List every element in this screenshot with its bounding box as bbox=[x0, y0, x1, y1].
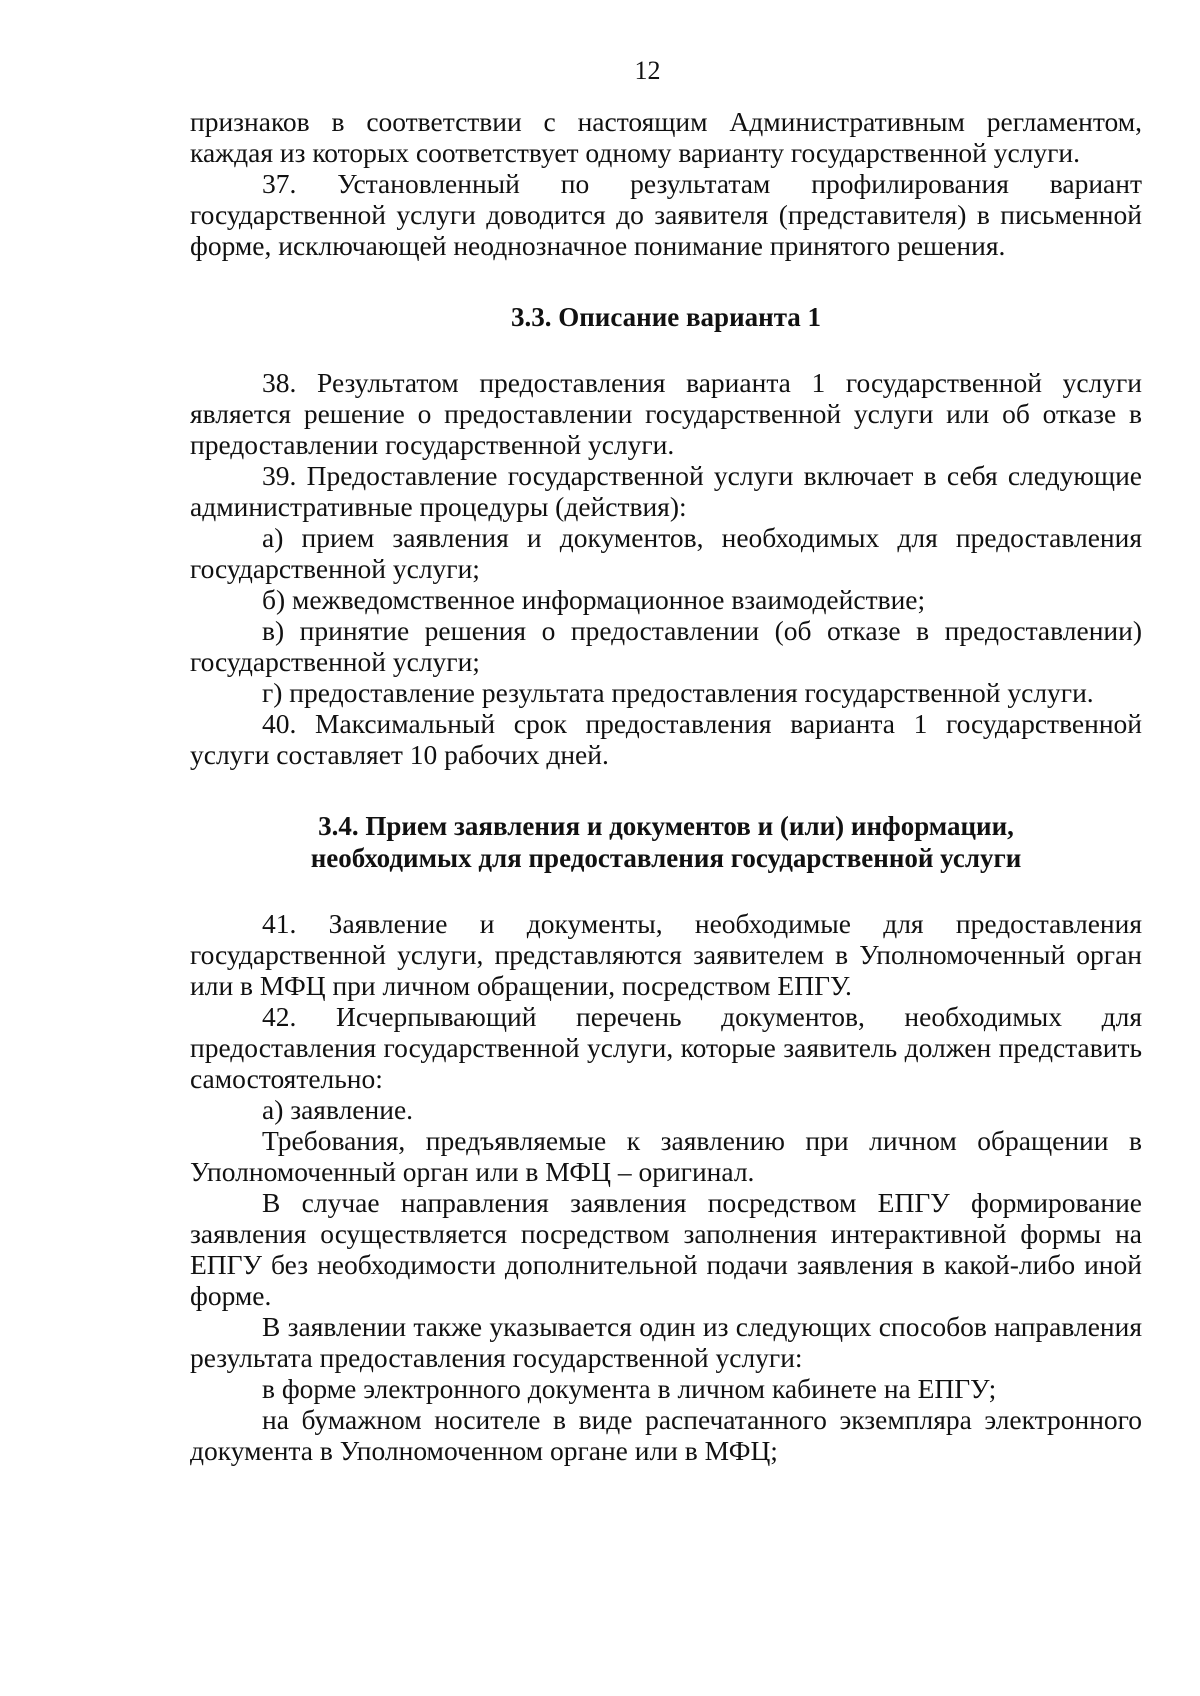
list-item-delivery-way-1: в форме электронного документа в личном кабинете на ЕПГУ; bbox=[262, 1373, 997, 1404]
paragraph-intro: признаков в соответствии с настоящим Административным регламентом, каждая из которых соответствует одному варианту государственной услуги. bbox=[190, 106, 1142, 168]
section-heading-3-3: 3.3. Описание варианта 1 bbox=[510, 302, 822, 332]
list-item-39c: в) принятие решения о предоставлении (об отказе в предоставлении) государственной услуги; bbox=[190, 615, 1142, 677]
paragraph-42-requirements: Требования, предъявляемые к заявлению при личном обращении в Уполномоченный орган или в МФЦ – оригинал. bbox=[190, 1125, 1142, 1187]
paragraph-38: 38. Результатом предоставления варианта 1 государственной услуги является решение о предоставлении государственной услуги или об отказе в предоставлении государственной услуги. bbox=[190, 367, 1142, 460]
paragraph-37: 37. Установленный по результатам профилирования вариант государственной услуги доводится до заявителя (представителя) в письменной форме, исключающей неоднозначное понимание принятого решения. bbox=[190, 168, 1142, 261]
list-item-42a: а) заявление. bbox=[262, 1094, 414, 1125]
paragraph-41: 41. Заявление и документы, необходимые для предоставления государственной услуги, представляются заявителем в Уполномоченный орган или в МФЦ при личном обращении, посредством ЕПГУ. bbox=[190, 908, 1142, 1001]
document-body bbox=[190, 106, 1142, 1466]
paragraph-39: 39. Предоставление государственной услуги включает в себя следующие административные процедуры (действия): bbox=[190, 460, 1142, 522]
paragraph-42: 42. Исчерпывающий перечень документов, необходимых для предоставления государственной услуги, которые заявитель должен представить самостоятельно: bbox=[190, 1001, 1142, 1094]
paragraph-42-epgu: В случае направления заявления посредством ЕПГУ формирование заявления осуществляется посредством заполнения интерактивной формы на ЕПГУ без необходимости дополнительной подачи заявления в какой-либо иной форме. bbox=[190, 1187, 1142, 1311]
list-item-39a: а) прием заявления и документов, необходимых для предоставления государственной услуги; bbox=[190, 522, 1142, 584]
page-number: 12 bbox=[634, 56, 661, 85]
section-heading-3-4-line-2: необходимых для предоставления государственной услуги bbox=[310, 843, 1022, 873]
paragraph-42-delivery-ways: В заявлении также указывается один из следующих способов направления результата предоставления государственной услуги: bbox=[190, 1311, 1142, 1373]
section-heading-3-4-line-1: 3.4. Прием заявления и документов и (или) информации, bbox=[318, 811, 1014, 841]
list-item-39b: б) межведомственное информационное взаимодействие; bbox=[262, 584, 926, 615]
list-item-39d: г) предоставление результата предоставления государственной услуги. bbox=[262, 677, 1094, 708]
paragraph-40: 40. Максимальный срок предоставления варианта 1 государственной услуги составляет 10 рабочих дней. bbox=[190, 708, 1142, 770]
list-item-delivery-way-2: на бумажном носителе в виде распечатанного экземпляра электронного документа в Уполномоченном органе или в МФЦ; bbox=[190, 1404, 1142, 1466]
section-heading-3-4 bbox=[190, 810, 1142, 874]
